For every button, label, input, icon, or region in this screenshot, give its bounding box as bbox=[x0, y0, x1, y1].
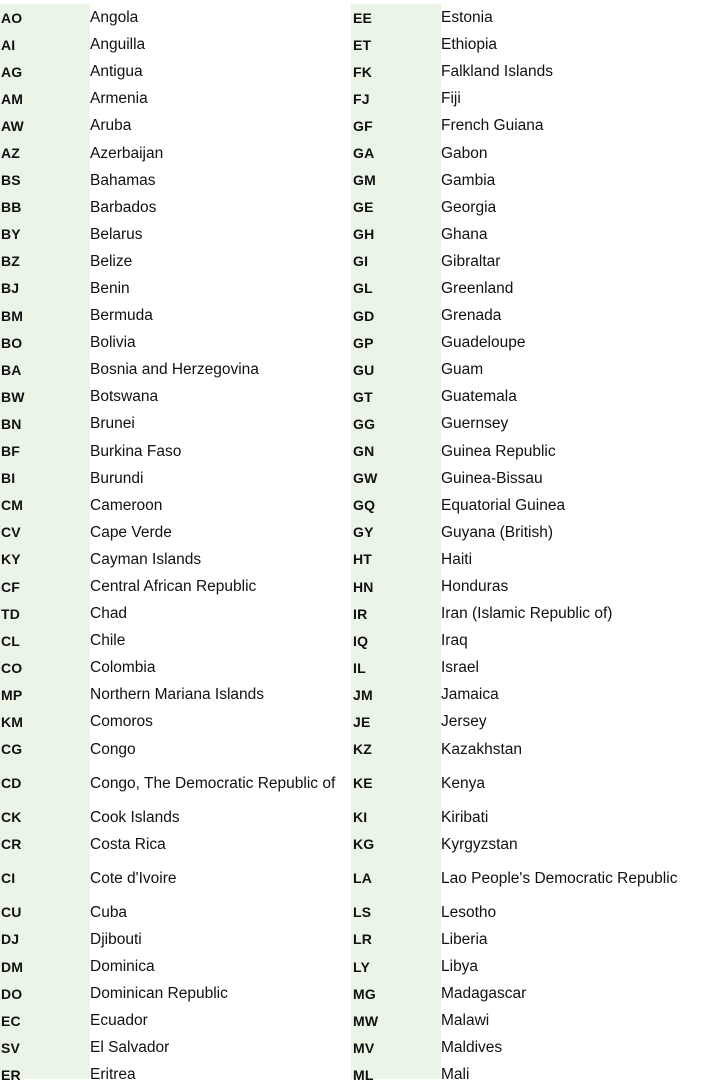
country-code: EC bbox=[1, 1012, 21, 1029]
country-name: Georgia bbox=[441, 198, 497, 216]
country-code: KG bbox=[353, 836, 375, 853]
table-row bbox=[351, 519, 702, 546]
country-name: Armenia bbox=[90, 90, 148, 108]
country-name: Estonia bbox=[441, 9, 493, 27]
country-name: Guam bbox=[441, 361, 484, 379]
country-code: GH bbox=[353, 226, 375, 243]
country-code: IQ bbox=[353, 632, 369, 649]
table-row bbox=[351, 248, 702, 275]
table-row bbox=[351, 410, 702, 437]
country-name: Liberia bbox=[441, 930, 488, 948]
table-row bbox=[0, 1007, 352, 1034]
country-name: Greenland bbox=[441, 279, 514, 297]
country-name: Bosnia and Herzegovina bbox=[90, 361, 259, 379]
country-name: Belize bbox=[90, 252, 133, 270]
country-name: Cayman Islands bbox=[90, 550, 202, 568]
country-code: GI bbox=[353, 253, 369, 270]
table-row bbox=[0, 1034, 352, 1061]
table-row bbox=[351, 221, 702, 248]
table-row bbox=[0, 85, 352, 112]
country-name: Azerbaijan bbox=[90, 144, 164, 162]
country-code: BF bbox=[1, 443, 21, 460]
country-name: Cape Verde bbox=[90, 523, 172, 541]
table-row bbox=[351, 329, 702, 356]
table-row bbox=[351, 302, 702, 329]
country-name: Burkina Faso bbox=[90, 442, 182, 460]
table-row bbox=[351, 58, 702, 85]
country-code: BY bbox=[1, 226, 21, 243]
table-row bbox=[351, 275, 702, 302]
table-row bbox=[0, 980, 352, 1007]
country-code: CU bbox=[1, 904, 22, 921]
country-code: CO bbox=[1, 659, 23, 676]
table-row bbox=[0, 302, 352, 329]
country-code: JM bbox=[353, 686, 373, 703]
country-code: DO bbox=[1, 985, 23, 1002]
table-row bbox=[351, 1007, 702, 1034]
country-name: Aruba bbox=[90, 117, 132, 135]
country-code: CM bbox=[1, 497, 24, 514]
table-row bbox=[0, 58, 352, 85]
country-code: TD bbox=[1, 605, 21, 622]
country-code: CD bbox=[1, 775, 22, 792]
country-name: Antigua bbox=[90, 63, 143, 81]
country-code: LS bbox=[353, 904, 372, 921]
country-name: Kyrgyzstan bbox=[441, 835, 518, 853]
country-code: GU bbox=[353, 361, 375, 378]
country-name: Gabon bbox=[441, 144, 488, 162]
country-code: DJ bbox=[1, 931, 20, 948]
table-row bbox=[351, 1034, 702, 1061]
table-row bbox=[0, 410, 352, 437]
country-code: GE bbox=[353, 199, 374, 216]
country-name: Botswana bbox=[90, 388, 159, 406]
country-code: BM bbox=[1, 307, 24, 324]
table-row bbox=[351, 573, 702, 600]
country-name: Belarus bbox=[90, 225, 143, 243]
country-name: El Salvador bbox=[90, 1039, 170, 1057]
table-row bbox=[0, 492, 352, 519]
country-name: Guyana (British) bbox=[441, 523, 553, 541]
table-row bbox=[0, 654, 352, 681]
country-name: Bermuda bbox=[90, 307, 153, 325]
country-code: KZ bbox=[353, 741, 373, 758]
table-row bbox=[351, 85, 702, 112]
table-row bbox=[0, 167, 352, 194]
country-name: Jamaica bbox=[441, 686, 499, 704]
country-name: Chile bbox=[90, 632, 126, 650]
country-code: AM bbox=[1, 90, 24, 107]
table-row bbox=[351, 980, 702, 1007]
table-row bbox=[0, 194, 352, 221]
country-code: CK bbox=[1, 809, 22, 826]
country-name: Gambia bbox=[441, 171, 496, 189]
table-row bbox=[0, 221, 352, 248]
table-row bbox=[351, 654, 702, 681]
country-code: SV bbox=[1, 1039, 21, 1056]
table-row bbox=[351, 383, 702, 410]
table-row bbox=[0, 275, 352, 302]
table-row bbox=[351, 899, 702, 926]
table-row bbox=[0, 465, 352, 492]
country-code: GQ bbox=[353, 497, 376, 514]
table-row bbox=[0, 383, 352, 410]
row-list bbox=[0, 4, 352, 1088]
country-code: AO bbox=[1, 9, 23, 26]
country-name: Chad bbox=[90, 605, 128, 623]
country-code: BS bbox=[1, 172, 21, 189]
table-row bbox=[0, 112, 352, 139]
country-name: Haiti bbox=[441, 550, 473, 568]
table-row bbox=[351, 167, 702, 194]
table-row bbox=[351, 763, 702, 804]
table-row bbox=[351, 736, 702, 763]
country-name: Eritrea bbox=[90, 1066, 136, 1084]
country-code: GF bbox=[353, 117, 373, 134]
country-name: Guinea-Bissau bbox=[441, 469, 543, 487]
country-table-left bbox=[0, 4, 352, 1084]
country-code: GD bbox=[353, 307, 375, 324]
table-row bbox=[0, 329, 352, 356]
country-code: MG bbox=[353, 985, 376, 1002]
country-code: ER bbox=[1, 1066, 21, 1083]
country-name: Congo, The Democratic Republic of bbox=[90, 774, 336, 792]
country-code: BO bbox=[1, 334, 23, 351]
country-name: Northern Mariana Islands bbox=[90, 686, 265, 704]
table-row bbox=[0, 573, 352, 600]
table-row bbox=[351, 139, 702, 166]
country-name: Maldives bbox=[441, 1039, 503, 1057]
country-code: DM bbox=[1, 958, 24, 975]
country-name: Kazakhstan bbox=[441, 740, 522, 758]
country-code: AZ bbox=[1, 145, 21, 162]
country-name: Fiji bbox=[441, 90, 461, 108]
country-code: BZ bbox=[1, 253, 21, 270]
table-row bbox=[351, 492, 702, 519]
country-code: BA bbox=[1, 361, 22, 378]
country-code: LY bbox=[353, 958, 371, 975]
country-code: GN bbox=[353, 443, 375, 460]
table-row bbox=[0, 736, 352, 763]
country-name: Iran (Islamic Republic of) bbox=[441, 605, 613, 623]
table-row bbox=[0, 953, 352, 980]
country-name: Guatemala bbox=[441, 388, 517, 406]
country-name: Barbados bbox=[90, 198, 157, 216]
country-code: BW bbox=[1, 388, 25, 405]
country-code: AW bbox=[1, 117, 24, 134]
country-name: Guadeloupe bbox=[441, 334, 526, 352]
table-row bbox=[0, 858, 352, 899]
country-name: Cameroon bbox=[90, 496, 163, 514]
table-row bbox=[0, 546, 352, 573]
country-code: GL bbox=[353, 280, 373, 297]
country-code: ML bbox=[353, 1066, 374, 1083]
country-name: Gibraltar bbox=[441, 252, 501, 270]
country-name: Mali bbox=[441, 1066, 470, 1084]
country-name: French Guiana bbox=[441, 117, 544, 135]
country-code: FK bbox=[353, 63, 373, 80]
country-code: GA bbox=[353, 145, 375, 162]
table-row bbox=[0, 708, 352, 735]
country-code: KY bbox=[1, 551, 21, 568]
country-name: Burundi bbox=[90, 469, 144, 487]
country-code: LA bbox=[353, 870, 373, 887]
country-code: GG bbox=[353, 415, 376, 432]
table-row bbox=[0, 831, 352, 858]
country-name: Equatorial Guinea bbox=[441, 496, 566, 514]
country-name: Angola bbox=[90, 9, 139, 27]
table-row bbox=[0, 681, 352, 708]
table-row bbox=[351, 438, 702, 465]
table-row bbox=[0, 248, 352, 275]
table-row bbox=[0, 519, 352, 546]
country-code: BN bbox=[1, 415, 22, 432]
country-name: Cuba bbox=[90, 903, 128, 921]
country-code: EE bbox=[353, 9, 373, 26]
country-name: Guernsey bbox=[441, 415, 509, 433]
country-code: MW bbox=[353, 1012, 379, 1029]
table-row bbox=[0, 926, 352, 953]
table-row bbox=[351, 627, 702, 654]
country-code: HN bbox=[353, 578, 374, 595]
country-code: GW bbox=[353, 470, 378, 487]
country-code: AI bbox=[1, 36, 16, 53]
table-row bbox=[0, 627, 352, 654]
table-row bbox=[0, 763, 352, 804]
country-name: Congo bbox=[90, 740, 136, 758]
country-code: GT bbox=[353, 388, 373, 405]
table-row bbox=[351, 1061, 702, 1088]
country-name: Dominica bbox=[90, 958, 155, 976]
country-name: Iraq bbox=[441, 632, 468, 650]
row-list bbox=[351, 4, 702, 1088]
country-name: Bolivia bbox=[90, 334, 136, 352]
country-code: GP bbox=[353, 334, 374, 351]
country-name: Grenada bbox=[441, 307, 502, 325]
table-row bbox=[351, 112, 702, 139]
table-row bbox=[0, 31, 352, 58]
country-name: Comoros bbox=[90, 713, 153, 731]
table-row bbox=[0, 1061, 352, 1088]
country-code: BI bbox=[1, 470, 16, 487]
country-code: IL bbox=[353, 659, 366, 676]
country-name: Ethiopia bbox=[441, 36, 498, 54]
country-name: Kiribati bbox=[441, 808, 489, 826]
country-name: Bahamas bbox=[90, 171, 156, 189]
country-table-right bbox=[351, 4, 702, 1084]
table-row bbox=[351, 858, 702, 899]
country-name: Falkland Islands bbox=[441, 63, 554, 81]
table-row bbox=[351, 546, 702, 573]
country-name: Libya bbox=[441, 958, 479, 976]
table-row bbox=[0, 438, 352, 465]
country-code: MV bbox=[353, 1039, 375, 1056]
country-name: Benin bbox=[90, 279, 130, 297]
country-name: Israel bbox=[441, 659, 479, 677]
table-row bbox=[0, 804, 352, 831]
table-row bbox=[351, 194, 702, 221]
country-name: Costa Rica bbox=[90, 835, 166, 853]
table-row bbox=[351, 708, 702, 735]
table-row bbox=[351, 681, 702, 708]
table-row bbox=[351, 31, 702, 58]
country-code: KI bbox=[353, 809, 368, 826]
country-code: IR bbox=[353, 605, 368, 622]
table-row bbox=[351, 953, 702, 980]
country-code: GM bbox=[353, 172, 376, 189]
country-code: HT bbox=[353, 551, 373, 568]
country-name: Dominican Republic bbox=[90, 985, 228, 1003]
country-name: Honduras bbox=[441, 578, 509, 596]
country-code: CL bbox=[1, 632, 21, 649]
country-code: AG bbox=[1, 63, 23, 80]
country-name: Djibouti bbox=[90, 930, 142, 948]
country-code: CI bbox=[1, 870, 16, 887]
country-code: CR bbox=[1, 836, 22, 853]
country-name: Cook Islands bbox=[90, 808, 180, 826]
table-row bbox=[351, 831, 702, 858]
table-row bbox=[0, 4, 352, 31]
country-name: Lesotho bbox=[441, 903, 497, 921]
country-name: Anguilla bbox=[90, 36, 146, 54]
country-code: FJ bbox=[353, 90, 370, 107]
table-row bbox=[0, 139, 352, 166]
country-code: BJ bbox=[1, 280, 20, 297]
table-row bbox=[0, 899, 352, 926]
country-name: Colombia bbox=[90, 659, 156, 677]
country-name: Brunei bbox=[90, 415, 135, 433]
country-code: KM bbox=[1, 713, 24, 730]
country-code: BB bbox=[1, 199, 22, 216]
country-code: CG bbox=[1, 741, 23, 758]
table-row bbox=[0, 600, 352, 627]
country-name: Lao People's Democratic Republic bbox=[441, 869, 678, 887]
table-row bbox=[351, 4, 702, 31]
country-name: Central African Republic bbox=[90, 578, 257, 596]
country-name: Cote d'Ivoire bbox=[90, 869, 177, 887]
country-name: Jersey bbox=[441, 713, 487, 731]
table-row bbox=[351, 465, 702, 492]
table-row bbox=[351, 356, 702, 383]
country-name: Guinea Republic bbox=[441, 442, 556, 460]
country-code: JE bbox=[353, 713, 371, 730]
country-code: KE bbox=[353, 775, 373, 792]
country-name: Ecuador bbox=[90, 1012, 148, 1030]
country-code: GY bbox=[353, 524, 374, 541]
country-name: Ghana bbox=[441, 225, 488, 243]
country-name: Madagascar bbox=[441, 985, 527, 1003]
country-code: CF bbox=[1, 578, 21, 595]
table-row bbox=[351, 804, 702, 831]
table-row bbox=[351, 926, 702, 953]
country-code: LR bbox=[353, 931, 373, 948]
table-row bbox=[0, 356, 352, 383]
country-code: CV bbox=[1, 524, 21, 541]
country-name: Kenya bbox=[441, 774, 485, 792]
table-row bbox=[351, 600, 702, 627]
country-name: Malawi bbox=[441, 1012, 490, 1030]
country-code: ET bbox=[353, 36, 372, 53]
country-code: MP bbox=[1, 686, 23, 703]
